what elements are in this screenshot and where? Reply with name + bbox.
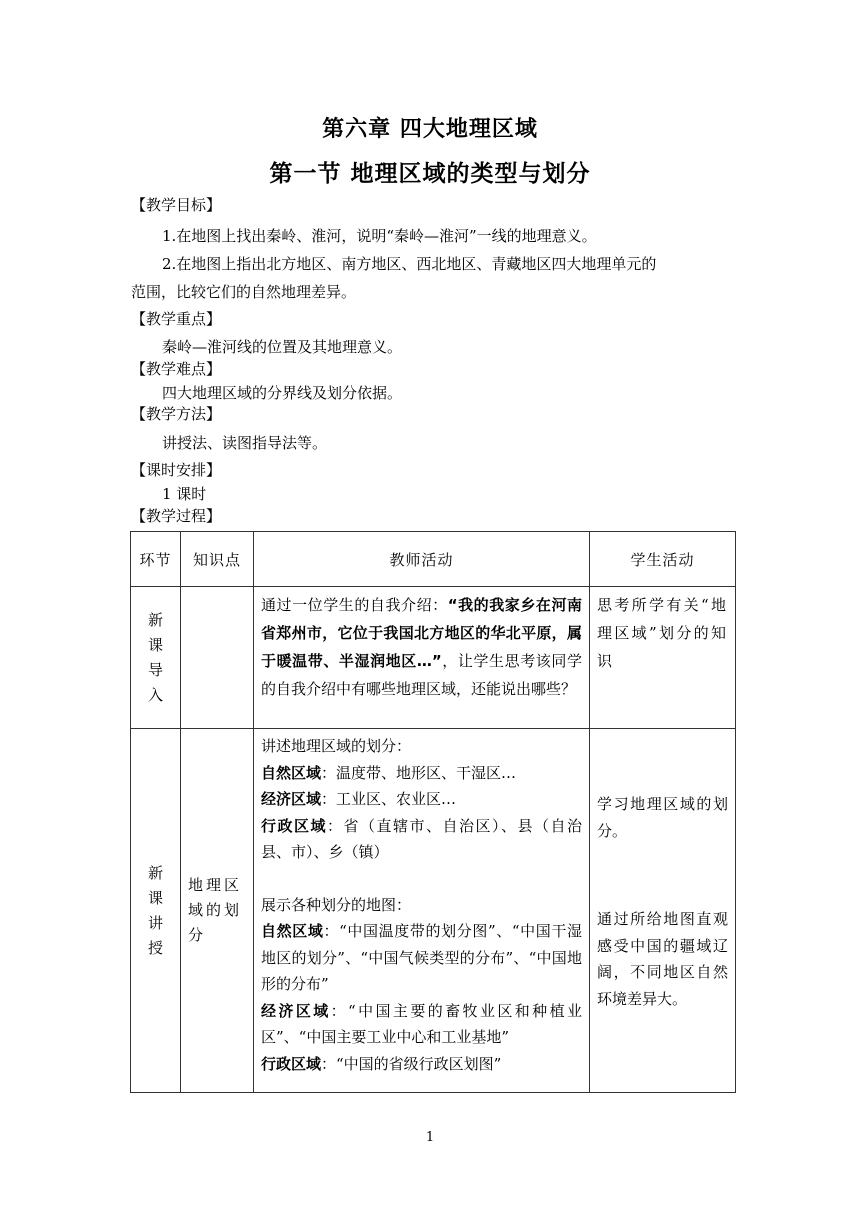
objective-item-1: 1.在地图上找出秦岭、淮河，说明“秦岭—淮河”一线的地理意义。 xyxy=(162,227,597,245)
key-points-heading: 【教学重点】 xyxy=(131,310,222,328)
teacher-text: ：省（直辖市、自治区）、县（自治县、市）、乡（镇） xyxy=(261,816,582,861)
process-heading: 【教学过程】 xyxy=(131,507,222,525)
student-activity-cell xyxy=(590,587,736,729)
difficulties-heading: 【教学难点】 xyxy=(131,360,222,378)
schedule-heading: 【课时安排】 xyxy=(131,461,222,479)
teacher-activity-cell xyxy=(254,729,590,1093)
teacher-text: ：温度带、地形区、干湿区… xyxy=(321,763,517,782)
teacher-text: ，让学生思考该同学的自我介绍中有哪些地理区域，还能说出哪些？ xyxy=(261,652,582,698)
label-natural: 自然区域 xyxy=(261,763,322,782)
knowledge-cell: 地理区域的划分 xyxy=(181,729,254,1093)
table-row xyxy=(131,587,736,729)
student-text: 思考所学有关“地理区域”划分的知识 xyxy=(597,596,728,670)
teacher-quote: “我的我家乡在河南省郑州市，它位于我国北方地区的华北平原，属于暖温带、半湿润地区…” xyxy=(261,596,582,670)
header-knowledge: 知识点 xyxy=(181,532,254,587)
schedule-text: 1 课时 xyxy=(162,485,207,503)
student-text: 学习地理区域的划分。 xyxy=(597,795,728,840)
label-economic: 经济区域 xyxy=(261,1001,331,1020)
page-number: 1 xyxy=(425,1130,435,1145)
label-administrative: 行政区域 xyxy=(261,816,327,835)
table-row xyxy=(131,729,736,1093)
student-activity-cell xyxy=(590,729,736,1093)
teacher-text: 讲述地理区域的划分： xyxy=(261,737,412,755)
label-economic: 经济区域 xyxy=(261,790,322,808)
stage-cell: 新课导入 xyxy=(131,587,181,729)
objectives-heading: 【教学目标】 xyxy=(131,196,222,214)
teacher-text: ：工业区、农业区… xyxy=(321,790,457,808)
process-table xyxy=(130,531,736,1093)
methods-text: 讲授法、读图指导法等。 xyxy=(162,434,328,452)
table-header-row xyxy=(131,532,736,587)
stage-cell: 新课讲授 xyxy=(131,729,181,1093)
objective-item-2-cont: 范围，比较它们的自然地理差异。 xyxy=(131,283,357,301)
teacher-text: 通过一位学生的自我介绍： xyxy=(261,596,448,614)
chapter-title: 第六章 四大地理区域 xyxy=(322,117,538,142)
teacher-text: ：“中国主要的畜牧业区和种植业区”、“中国主要工业中心和工业基地” xyxy=(261,1001,582,1046)
teacher-text: ：“中国温度带的划分图”、“中国干湿地区的划分”、“中国气候类型的分布”、“中国地形的分布” xyxy=(261,922,582,993)
teacher-text: ：“中国的省级行政区划图” xyxy=(321,1054,502,1073)
section-title: 第一节 地理区域的类型与划分 xyxy=(269,161,591,187)
header-stage: 环节 xyxy=(131,532,181,587)
header-teacher: 教师活动 xyxy=(254,532,590,587)
knowledge-cell xyxy=(181,587,254,729)
student-text: 通过所给地图直观感受中国的疆域辽阔，不同地区自然环境差异大。 xyxy=(597,910,728,1008)
label-natural: 自然区域 xyxy=(261,922,324,940)
methods-heading: 【教学方法】 xyxy=(131,405,222,423)
difficulties-text: 四大地理区域的分界线及划分依据。 xyxy=(162,384,403,402)
label-administrative: 行政区域 xyxy=(261,1054,322,1073)
teacher-text: 展示各种划分的地图： xyxy=(261,895,412,914)
objective-item-2: 2.在地图上指出北方地区、南方地区、西北地区、青藏地区四大地理单元的 xyxy=(162,255,657,273)
key-points-text: 秦岭—淮河线的位置及其地理意义。 xyxy=(162,338,403,356)
teacher-activity-cell xyxy=(254,587,590,729)
header-student: 学生活动 xyxy=(590,532,736,587)
